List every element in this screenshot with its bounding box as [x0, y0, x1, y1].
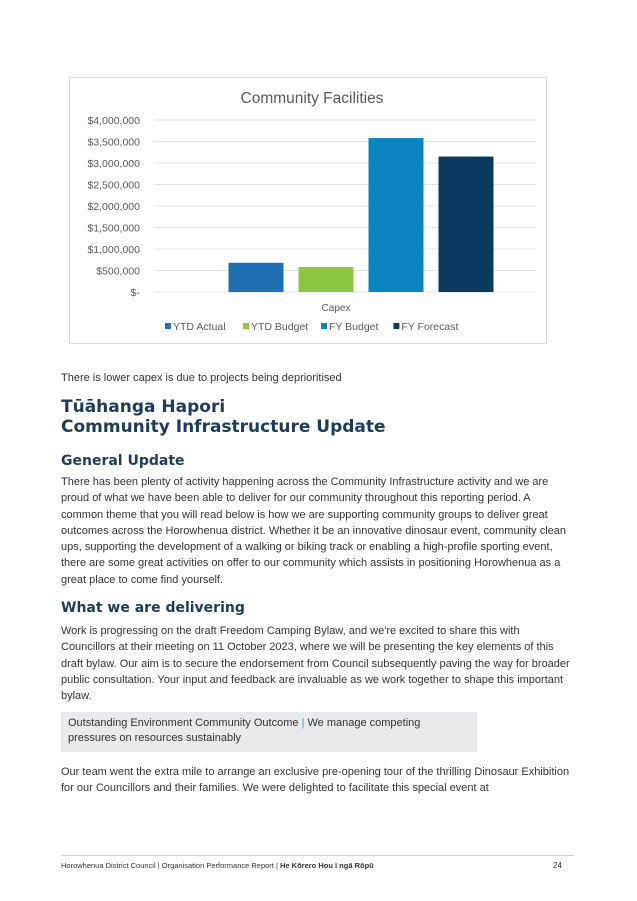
bar-ytd-actual — [229, 263, 284, 292]
legend-label: FY Forecast — [401, 321, 459, 333]
bar-fy-budget — [369, 138, 424, 292]
y-tick-label: $3,500,000 — [87, 136, 140, 149]
heading-english: Community Infrastructure Update — [61, 417, 386, 437]
y-tick-label: $- — [130, 287, 140, 299]
footer-divider — [61, 855, 574, 856]
delivering-text: Work is progressing on the draft Freedom Camping Bylaw, and we're excited to share this with Councillors at their meeting on 11 October 2023, where we will be presenting the key elements of this draft bylaw. Our aim is to secure the endorsement from Council subsequently paving the way for broader public consultation. Your input and feedback are invaluable as we work together to shape this important bylaw. — [61, 625, 570, 703]
chart-caption: There is lower capex is due to projects being deprioritised — [61, 372, 342, 384]
y-tick-label: $3,000,000 — [87, 158, 140, 170]
legend-swatch — [321, 323, 327, 329]
legend-swatch — [243, 323, 249, 329]
x-category-label: Capex — [321, 303, 351, 314]
chart-title: Community Facilities — [240, 90, 384, 107]
y-tick-label: $1,000,000 — [87, 244, 140, 256]
bar-chart — [70, 78, 546, 343]
general-update-heading: General Update — [61, 453, 185, 469]
page-number: 24 — [553, 861, 562, 870]
y-tick-label: $4,000,000 — [87, 115, 140, 127]
tour-text: Our team went the extra mile to arrange an exclusive pre-opening tour of the thrilling Dinosaur Exhibition for our Councillors and their families. We were delighted to facilitate this special event at — [61, 766, 570, 795]
legend-swatch — [393, 323, 399, 329]
chart-container — [69, 77, 547, 344]
heading-maori: Tūāhanga Hapori — [61, 397, 226, 417]
y-tick-label: $2,500,000 — [87, 179, 140, 192]
outcome-label: Outstanding Environment Community Outcome — [68, 717, 299, 729]
legend-label: YTD Budget — [251, 321, 309, 333]
delivering-heading: What we are delivering — [61, 600, 245, 616]
legend-label: YTD Actual — [173, 321, 226, 333]
bar-ytd-budget — [299, 267, 354, 292]
page-heading — [61, 397, 581, 437]
bar-fy-forecast — [439, 157, 494, 292]
legend-label: FY Budget — [329, 321, 379, 333]
legend-swatch — [165, 323, 171, 329]
y-tick-label: $1,500,000 — [87, 222, 140, 235]
outcome-separator: | — [301, 717, 305, 729]
outcome-box — [61, 712, 477, 752]
footer-text: Horowhenua District Council | Organisation Performance Report | — [61, 861, 280, 870]
footer-bold-text: He Kōrero Hou I ngā Rōpū — [280, 861, 374, 870]
outcome-text: We manage competing pressures on resources sustainably — [68, 717, 421, 744]
general-update-text: There has been plenty of activity happening across the Community Infrastructure activity and we are proud of what we have been able to deliver for our community throughout this reporting period. A common theme that you will read below is how we are supporting community groups to deliver great outcomes across the Horowhenua district. Whether it be an innovative dinosaur event, community clean ups, supporting the development of a walking or biking track or enabling a high-profile sporting event, there are some great activities on offer to our community which assists in positioning Horowhenua as a great place to come find yourself. — [61, 476, 567, 586]
y-tick-label: $500,000 — [96, 265, 140, 278]
y-tick-label: $2,000,000 — [87, 201, 140, 213]
footer — [61, 861, 374, 870]
